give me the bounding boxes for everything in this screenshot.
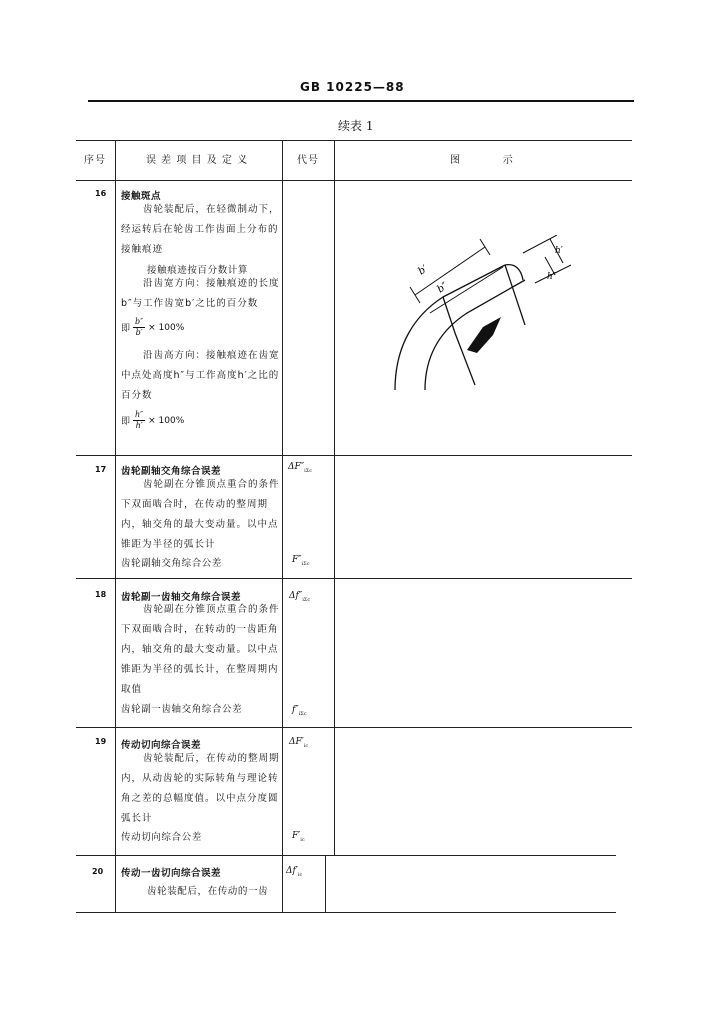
formula-prefix: 即 (121, 417, 131, 427)
continued-table-label: 续表 1 (338, 119, 374, 133)
item-title: 齿轮副轴交角综合误差 (121, 466, 222, 477)
item-title: 接触斑点 (121, 191, 162, 202)
tolerance-symbol: $F'_{ic}$ (292, 831, 305, 843)
header-rule (88, 100, 634, 102)
column-header-item: 误 差 项 目 及 定 义 (146, 155, 249, 166)
formula-denominator: h′ (135, 421, 143, 430)
row-separator (76, 727, 632, 728)
gear-tooth-edge (443, 297, 475, 385)
formula-suffix: × 100% (148, 322, 185, 333)
formula-numerator: h″ (135, 410, 144, 419)
item-definition: 齿轮装配后，在轻微制动下，经运转后在轮齿工作齿面上分布的接触痕迹 (121, 204, 280, 255)
item-definition: 齿轮装配后，在传动的一齿 (147, 886, 269, 897)
formula-denominator: b′ (135, 328, 143, 337)
tolerance-name: 传动切向综合公差 (121, 832, 202, 843)
formula-suffix: × 100% (148, 415, 185, 426)
error-symbol: $\Delta f'_{ic}$ (286, 866, 303, 878)
formula-numerator: b″ (135, 317, 144, 326)
column-header-code: 代号 (297, 155, 319, 166)
item-definition: 齿轮装配后，在传动的整周期内，从动齿轮的实际转角与理论转角之差的总幅度值。以中点分度圆弧长计 (121, 753, 280, 824)
item-definition: 接触痕迹按百分数计算 (147, 265, 249, 276)
item-definition: 沿齿宽方向：接触痕迹的长度b″与工作齿宽b′之比的百分数 (121, 278, 280, 309)
column-divider (334, 140, 335, 855)
header-bottom-rule (76, 180, 632, 181)
formula-prefix: 即 (121, 324, 131, 334)
label-h-double-prime: h″ (547, 272, 557, 282)
item-title: 齿轮副一齿轴交角综合误差 (121, 592, 242, 603)
label-b-prime: b′ (416, 263, 430, 278)
gear-tooth-outline (425, 280, 525, 390)
contact-mark (467, 317, 501, 353)
item-definition: 齿轮副在分锥顶点重合的条件下双面啮合时，在转动的一齿距角内，轴交角的最大变动量。以中点锥距为半径的弧长计，在整周期内取值 (121, 604, 280, 695)
row-number: 18 (95, 590, 107, 599)
row-separator (76, 455, 632, 456)
row-number: 17 (95, 465, 107, 474)
error-symbol: $\Delta F''_{i\Sigma c}$ (288, 462, 313, 474)
column-header-figure: 图 示 (450, 155, 514, 166)
tolerance-symbol: $F''_{i\Sigma c}$ (292, 555, 310, 567)
row-number: 19 (95, 737, 107, 746)
item-definition: 齿轮副在分锥顶点重合的条件下双面啮合时，在传动的整周期内，轴交角的最大变动量。以中点锥距为半径的弧长计 (121, 479, 280, 550)
percentage-formula (121, 410, 184, 431)
contact-pattern-figure (385, 235, 585, 400)
row-number: 16 (95, 189, 107, 198)
row-separator (76, 855, 616, 856)
label-h-prime: h′ (555, 246, 563, 256)
tolerance-symbol: $f''_{i\Sigma c}$ (292, 705, 307, 717)
label-b-double-prime: b″ (435, 280, 451, 296)
column-header-seq: 序号 (84, 155, 106, 166)
dimension-line-h (545, 239, 563, 275)
table-top-rule (76, 140, 632, 141)
tolerance-name: 齿轮副一齿轴交角综合公差 (121, 704, 243, 715)
standard-code: GB 10225—88 (300, 80, 405, 94)
tolerance-name: 齿轮副轴交角综合公差 (121, 558, 223, 569)
percentage-formula (121, 317, 184, 338)
item-title: 传动切向综合误差 (121, 740, 202, 751)
column-divider (115, 140, 116, 912)
error-symbol: $\Delta f''_{i\Sigma c}$ (289, 591, 311, 603)
error-symbol: $\Delta F'_{ic}$ (289, 737, 309, 749)
table-bottom-rule (76, 912, 616, 913)
column-divider (325, 855, 326, 912)
row-number: 20 (92, 867, 104, 876)
item-title: 传动一齿切向综合误差 (121, 868, 222, 879)
item-definition: 沿齿高方向：接触痕迹在齿宽中点处高度h″与工作高度h′之比的百分数 (121, 350, 280, 401)
row-separator (76, 578, 632, 579)
